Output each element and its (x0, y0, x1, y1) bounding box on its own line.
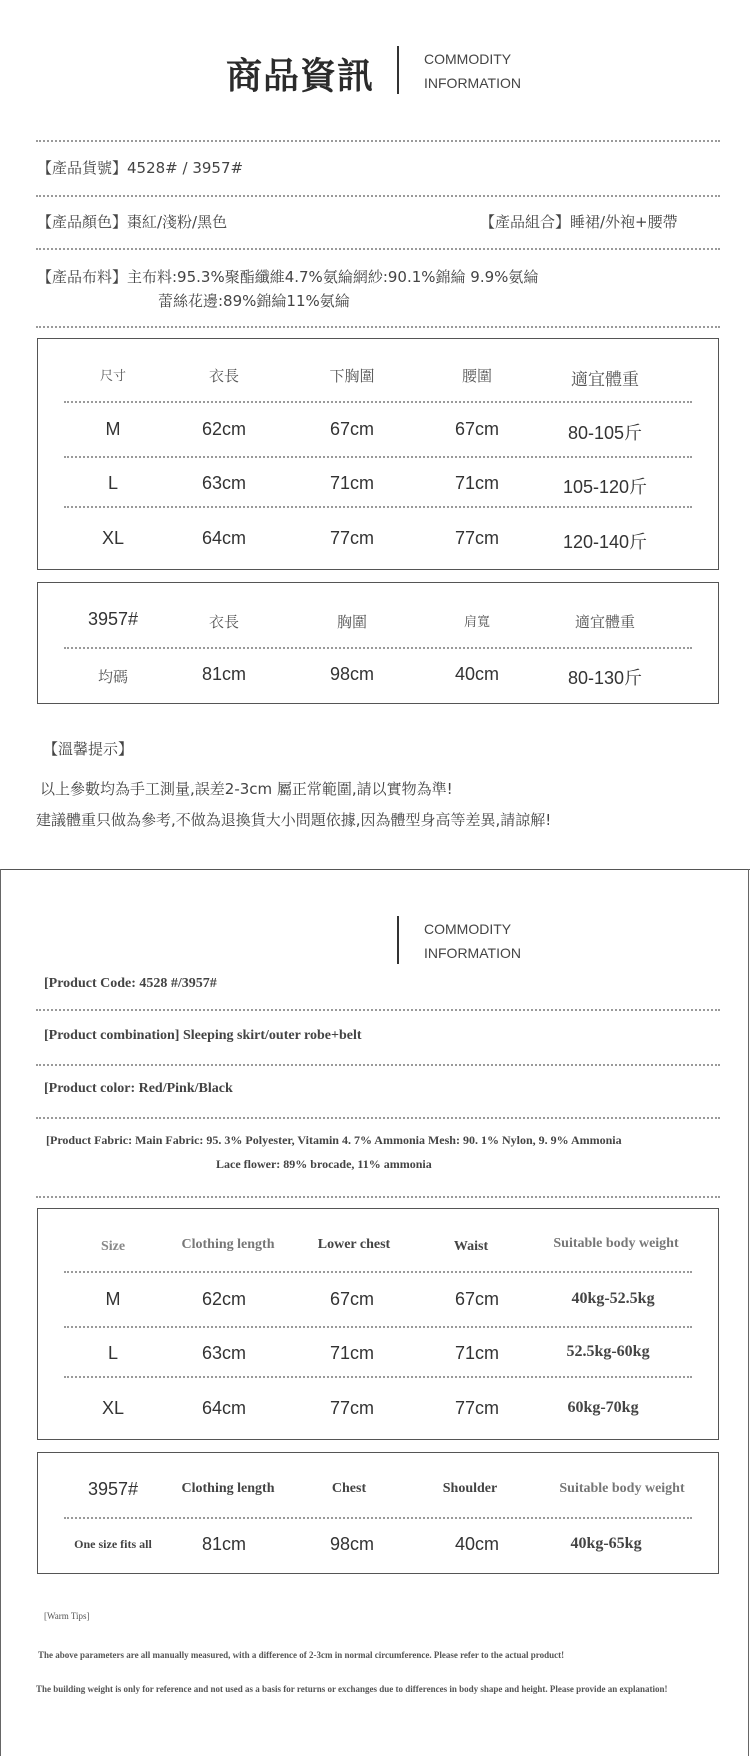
dotted-divider (64, 1271, 692, 1273)
cell-shoulder: 40cm (454, 1534, 500, 1554)
header-waist: 腰圍 (461, 367, 493, 385)
tips-line2: The building weight is only for reference and not used as a basis for returns or exchanges due to differences in body shape and height. Please provide an explanation! (36, 1684, 668, 1694)
cell-length: 63cm (201, 473, 247, 493)
cell-weight: 40kg-52.5kg (571, 1290, 655, 1307)
cell-size: One size fits all (74, 1537, 152, 1551)
product-fabric-line1: 【產品布料】主布料:95.3%聚酯纖維4.7%氨綸網紗:90.1%錦綸 9.9%氨綸 (37, 268, 539, 286)
cell-waist: 67cm (454, 419, 500, 439)
product-fabric-line1: [Product Fabric: Main Fabric: 95. 3% Polyester, Vitamin 4. 7% Ammonia Mesh: 90. 1% Nylon, 9. 9% Ammonia (46, 1133, 622, 1147)
dotted-divider (64, 1517, 692, 1519)
header-weight: 適宜體重 (574, 613, 636, 631)
cell-length: 64cm (201, 528, 247, 548)
cell-size: M (105, 1289, 121, 1309)
header-style: 3957# (87, 609, 139, 629)
dotted-divider (36, 1117, 720, 1119)
cell-chest: 98cm (329, 1534, 375, 1554)
cell-weight: 80-105斤 (567, 423, 643, 443)
tips-title: [Warm Tips] (44, 1611, 90, 1621)
header-chest: Chest (331, 1481, 367, 1496)
header-length: Clothing length (181, 1481, 275, 1496)
header-waist: Waist (453, 1239, 489, 1254)
dotted-divider (64, 1326, 692, 1328)
header-shoulder: Shoulder (442, 1481, 498, 1496)
dotted-divider (36, 195, 720, 197)
product-combination: 【產品組合】睡裙/外袍+腰帶 (480, 213, 678, 231)
cell-lower-chest: 77cm (329, 1398, 375, 1418)
cell-lower-chest: 67cm (329, 1289, 375, 1309)
cell-size: M (105, 419, 121, 439)
product-code: [Product Code: 4528 #/3957# (44, 976, 217, 991)
cell-size: L (107, 1343, 119, 1363)
cell-waist: 71cm (454, 1343, 500, 1363)
tips-line1: 以上參數均為手工測量,誤差2-3cm 屬正常範圍,請以實物為準! (40, 780, 453, 798)
dotted-divider (64, 1376, 692, 1378)
product-fabric-line2: 蕾絲花邊:89%錦綸11%氨綸 (158, 292, 350, 310)
title-en (424, 917, 521, 965)
cell-shoulder: 40cm (454, 664, 500, 684)
product-combination: [Product combination] Sleeping skirt/outer robe+belt (44, 1028, 362, 1043)
size-table-4528 (37, 338, 719, 570)
dotted-divider (64, 456, 692, 458)
cell-weight: 60kg-70kg (567, 1399, 639, 1416)
size-table-3957-en (37, 1452, 719, 1574)
cell-lower-chest: 71cm (329, 1343, 375, 1363)
dotted-divider (36, 1064, 720, 1066)
dotted-divider (64, 647, 692, 649)
cell-weight: 80-130斤 (567, 668, 643, 688)
tips-line1: The above parameters are all manually measured, with a difference of 2-3cm in normal circumference. Please refer to the actual product! (38, 1650, 565, 1660)
page-title: 商品資訊 (226, 56, 375, 97)
cell-length: 62cm (201, 1289, 247, 1309)
header-lower-chest: Lower chest (317, 1237, 391, 1252)
cell-weight: 52.5kg-60kg (566, 1343, 650, 1360)
cell-size: XL (101, 528, 125, 548)
tips-title: 【溫馨提示】 (43, 740, 134, 758)
title-en-line1: COMMODITY (424, 921, 512, 937)
header-style: 3957# (87, 1479, 139, 1499)
header-shoulder: 肩寬 (463, 615, 491, 630)
dotted-divider (36, 1196, 720, 1198)
header-size: 尺寸 (99, 369, 127, 384)
header-size: Size (100, 1239, 126, 1254)
cell-weight: 105-120斤 (562, 477, 648, 497)
header-length: Clothing length (181, 1237, 275, 1252)
product-fabric-line2: Lace flower: 89% brocade, 11% ammonia (216, 1157, 432, 1171)
product-color: [Product color: Red/Pink/Black (44, 1081, 233, 1096)
product-code: 【產品貨號】4528# / 3957# (37, 159, 244, 177)
dotted-divider (36, 140, 720, 142)
cell-size: L (107, 473, 119, 493)
dotted-divider (64, 506, 692, 508)
cell-lower-chest: 77cm (329, 528, 375, 548)
title-en-line1: COMMODITY (424, 51, 512, 67)
cell-length: 81cm (201, 664, 247, 684)
title-en-line2: INFORMATION (424, 945, 521, 961)
cell-lower-chest: 67cm (329, 419, 375, 439)
header-length: 衣長 (208, 613, 240, 631)
cell-length: 64cm (201, 1398, 247, 1418)
dotted-divider (64, 401, 692, 403)
cell-waist: 71cm (454, 473, 500, 493)
size-table-4528-en (37, 1208, 719, 1440)
header-weight: 適宜體重 (571, 370, 639, 390)
cell-waist: 67cm (454, 1289, 500, 1309)
cell-size: 均碼 (97, 668, 129, 686)
cell-weight: 40kg-65kg (570, 1535, 642, 1552)
header-lower-chest: 下胸圍 (329, 367, 375, 385)
cell-waist: 77cm (454, 528, 500, 548)
cell-weight: 120-140斤 (562, 532, 648, 552)
product-color: 【產品顏色】棗紅/淺粉/黑色 (37, 213, 228, 231)
cell-length: 63cm (201, 1343, 247, 1363)
title-en-line2: INFORMATION (424, 75, 521, 91)
cell-waist: 77cm (454, 1398, 500, 1418)
header-chest: 胸圍 (336, 613, 368, 631)
cell-size: XL (101, 1398, 125, 1418)
dotted-divider (36, 326, 720, 328)
cell-length: 62cm (201, 419, 247, 439)
cell-lower-chest: 71cm (329, 473, 375, 493)
dotted-divider (36, 1009, 720, 1011)
title-divider (397, 46, 399, 94)
header-weight: Suitable body weight (559, 1481, 685, 1496)
size-table-3957 (37, 582, 719, 704)
dotted-divider (36, 248, 720, 250)
tips-line2: 建議體重只做為參考,不做為退換貨大小問題依據,因為體型身高等差異,請諒解! (36, 811, 552, 829)
cell-length: 81cm (201, 1534, 247, 1554)
title-en (424, 47, 521, 95)
title-divider (397, 916, 399, 964)
cell-chest: 98cm (329, 664, 375, 684)
header-length: 衣長 (208, 367, 240, 385)
header-weight: Suitable body weight (553, 1236, 679, 1251)
